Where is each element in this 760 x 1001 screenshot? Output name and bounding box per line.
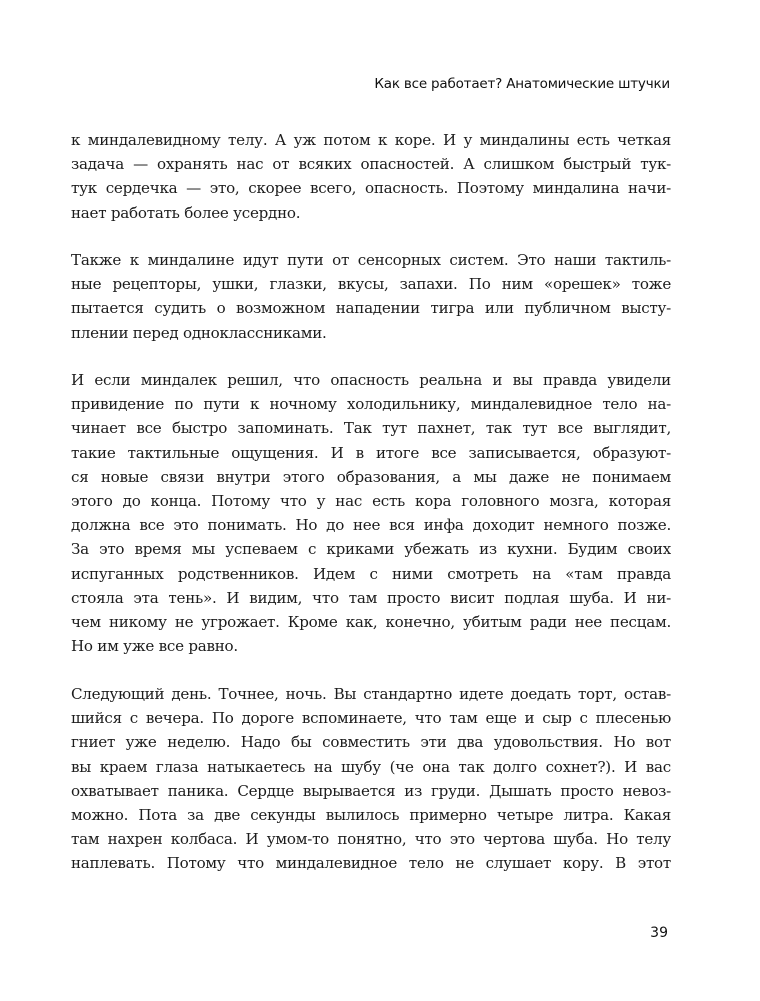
body-text-p4 — [71, 682, 671, 876]
text-line: За это время мы успеваем с криками убежать из кухни. Будим своих — [71, 540, 671, 559]
text-line: можно. Пота за две секунды вылилось примерно четыре литра. Какая — [71, 805, 671, 824]
body-text-p1 — [71, 128, 671, 225]
text-line: нает работать более усердно. — [71, 203, 301, 222]
body-text-p3 — [71, 368, 671, 658]
page-number: 39 — [650, 925, 668, 941]
text-line: И если миндалек решил, что опасность реальна и вы правда увидели — [71, 371, 671, 389]
text-line: ся новые связи внутри этого образования, а мы даже не понимаем — [71, 467, 671, 486]
text-line: задача — охранять нас от всяких опасностей. А слишком быстрый тук- — [71, 155, 671, 174]
text-line: чем никому не угрожает. Кроме как, конечно, убитым ради нее песцам. — [71, 612, 671, 631]
text-line: гниет уже неделю. Надо бы совместить эти два удовольствия. Но вот — [71, 733, 671, 752]
text-line: такие тактильные ощущения. И в итоге все записывается, образуют- — [71, 443, 671, 462]
text-line: наплевать. Потому что миндалевидное тело не слушает кору. В этот — [71, 854, 671, 873]
text-line: привидение по пути к ночному холодильнику, миндалевидное тело на- — [71, 395, 671, 414]
text-line: Также к миндалине идут пути от сенсорных систем. Это наши тактиль- — [71, 251, 671, 269]
text-line: охватывает паника. Сердце вырывается из груди. Дышать просто невоз- — [71, 781, 671, 800]
text-line: плении перед одноклассниками. — [71, 323, 327, 342]
text-line: чинает все быстро запоминать. Так тут пахнет, так тут все выглядит, — [71, 419, 671, 438]
text-line: шийся с вечера. По дороге вспоминаете, что там еще и сыр с плесенью — [71, 709, 671, 728]
text-line: там нахрен колбаса. И умом-то понятно, что это чертова шуба. Но телу — [71, 830, 671, 849]
text-line: Но им уже все равно. — [71, 637, 238, 656]
text-line: тук сердечка — это, скорее всего, опасность. Поэтому миндалина начи- — [71, 179, 671, 198]
text-line: испуганных родственников. Идем с ними смотреть на «там правда — [71, 564, 671, 583]
body-text-p2 — [71, 248, 671, 345]
text-line: вы краем глаза натыкаетесь на шубу (че она так долго сохнет?). И вас — [71, 757, 671, 776]
running-header: Как все работает? Анатомические штучки — [374, 76, 670, 92]
text-line: Следующий день. Точнее, ночь. Вы стандартно идете доедать торт, остав- — [71, 685, 671, 703]
text-line: должна все это понимать. Но до нее вся инфа доходит немного позже. — [71, 516, 671, 535]
text-line: пытается судить о возможном нападении тигра или публичном высту- — [71, 299, 671, 318]
text-line: к миндалевидному телу. А уж потом к коре. И у миндалины есть четкая — [71, 131, 671, 149]
text-line: ные рецепторы, ушки, глазки, вкусы, запахи. По ним «орешек» тоже — [71, 275, 671, 294]
text-line: стояла эта тень». И видим, что там просто висит подлая шуба. И ни- — [71, 588, 671, 607]
text-line: этого до конца. Потому что у нас есть кора головного мозга, которая — [71, 491, 671, 510]
